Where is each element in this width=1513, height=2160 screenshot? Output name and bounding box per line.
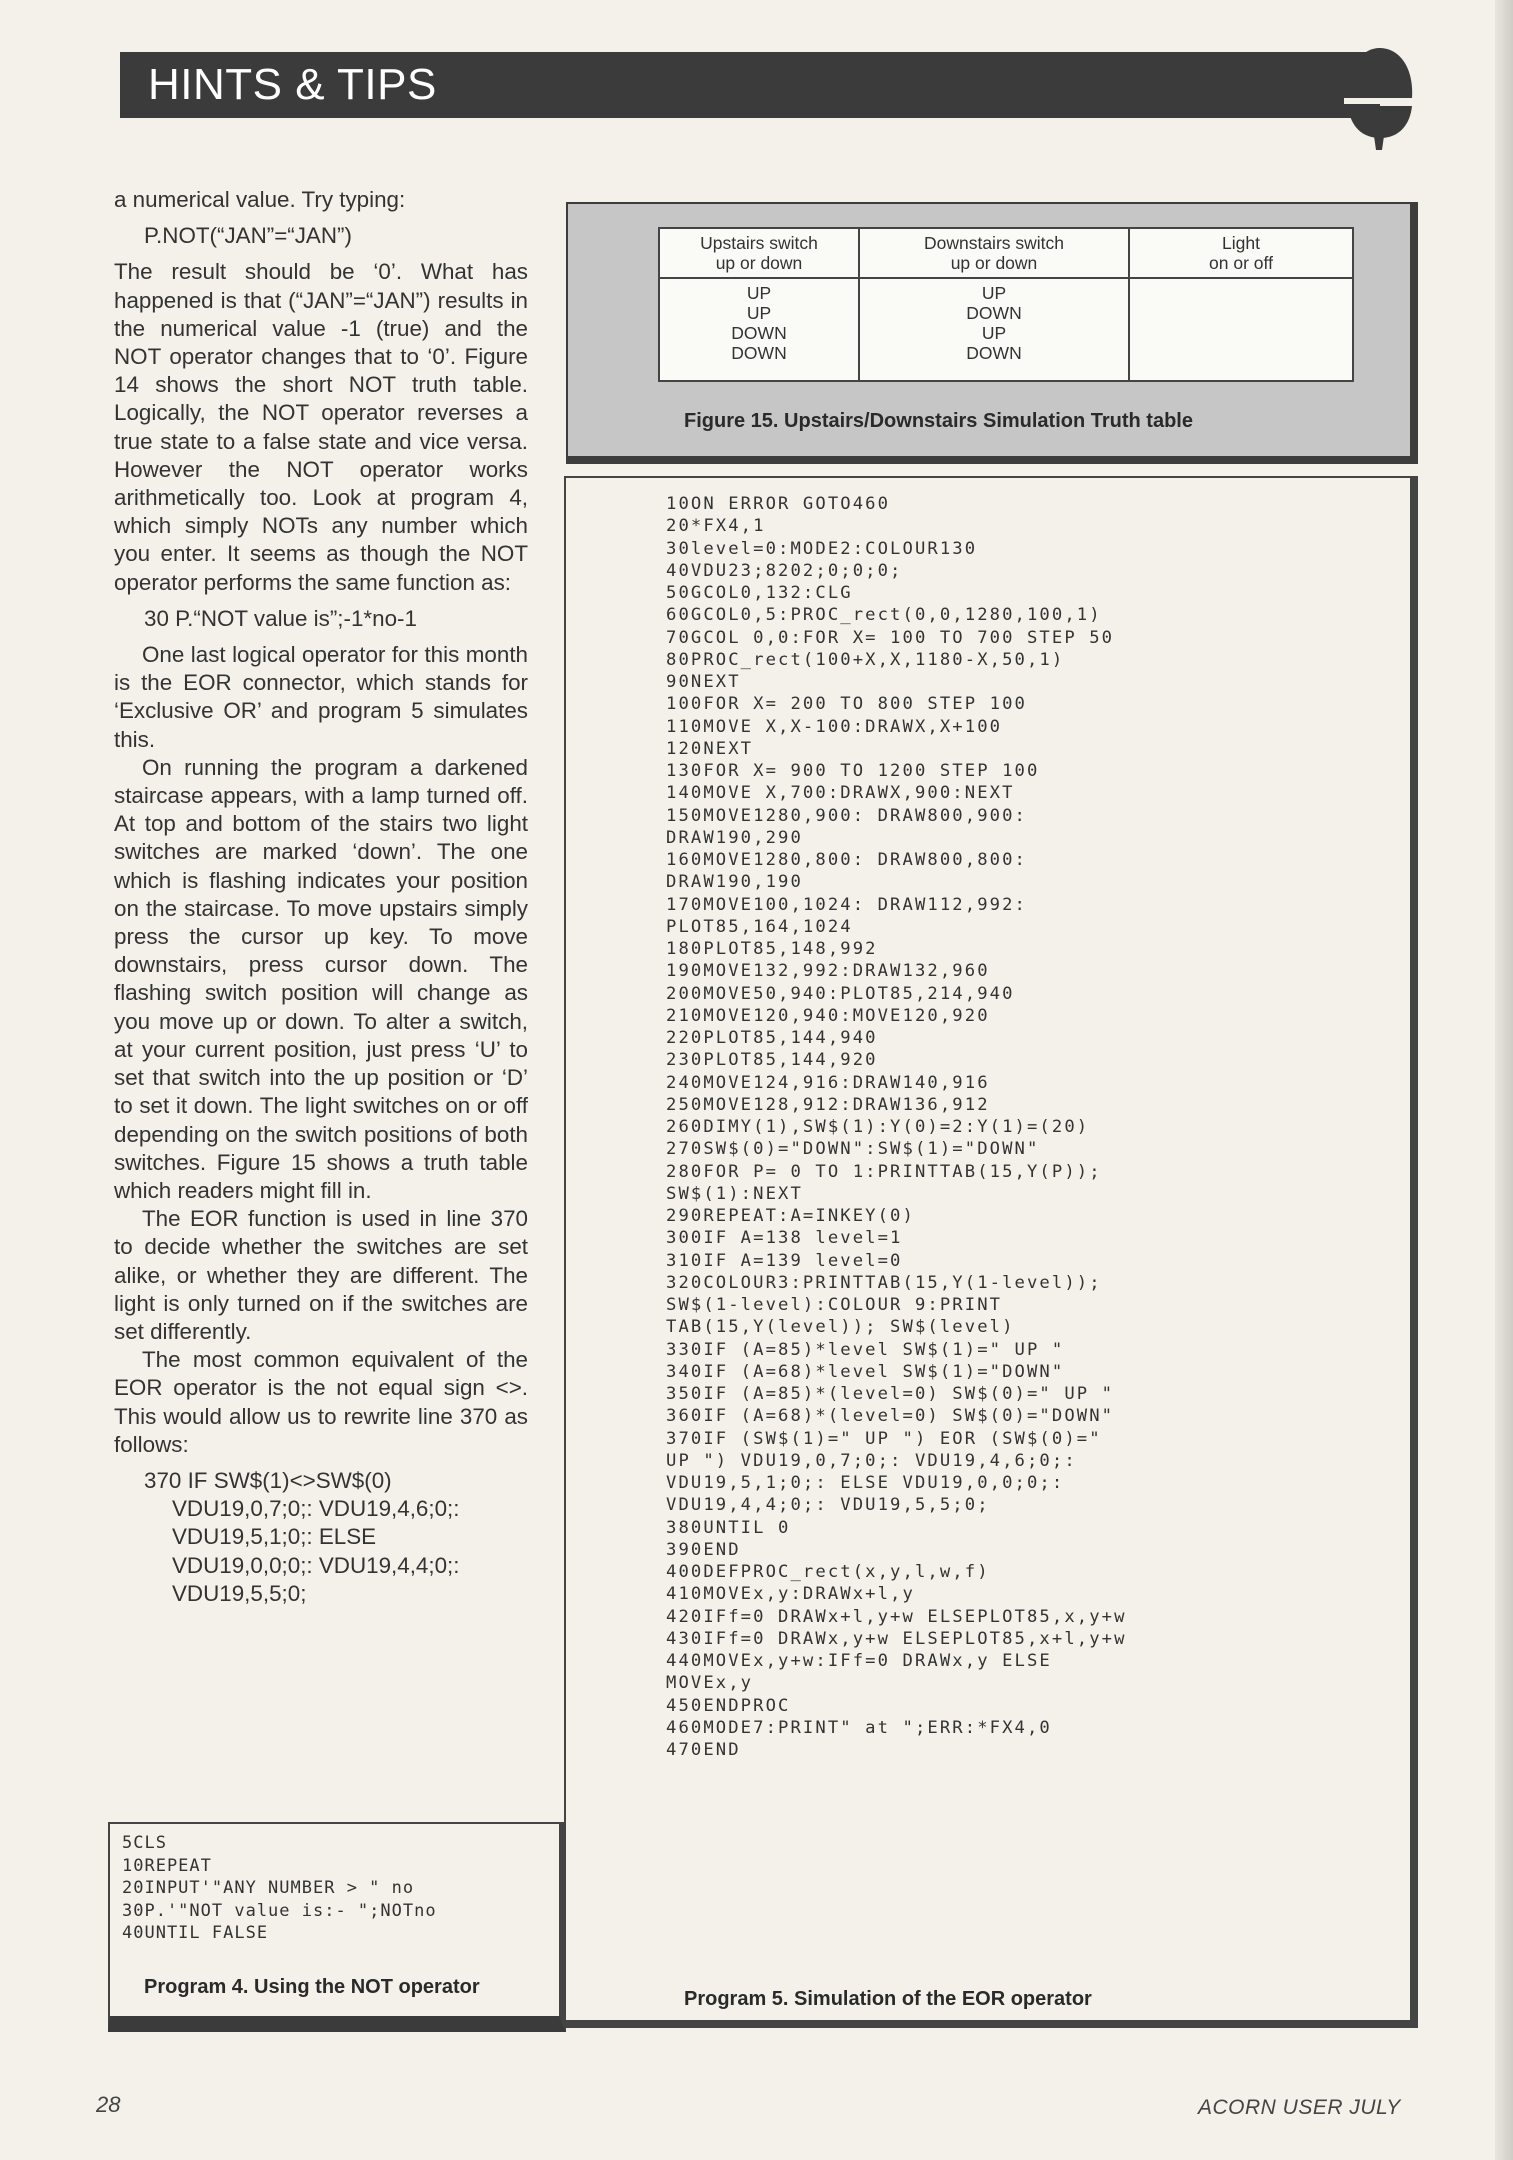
- code-line: P.NOT(“JAN”=“JAN”): [144, 223, 352, 249]
- table-row: [659, 278, 1353, 381]
- body-paragraph: The most common equivalent of the EOR operator is the not equal sign <>. This would allow us to rewrite line 370 as follows:: [114, 1347, 528, 1457]
- acorn-logo-icon: [1340, 42, 1420, 152]
- code-line: VDU19,0,7;0;: VDU19,4,6;0;:: [172, 1496, 460, 1522]
- truth-table: [658, 227, 1354, 382]
- table-cell: [1129, 278, 1353, 381]
- page-spine: [1495, 0, 1513, 2160]
- code-line: 370 IF SW$(1)<>SW$(0): [144, 1467, 392, 1493]
- body-paragraph: On running the program a darkened staircase appears, with a lamp turned off. At top and bottom of the stairs two light switches are marked ‘down’. The one which is flashing indicates your position on the staircase. To move upstairs simply press the cursor up key. To move downstairs, press cursor down. The flashing switch position will change as you move up or down. To alter a switch, at your current position, just press ‘U’ to set that switch into the up position or ‘D’ to set it down. The light switches on or off depending on the switch positions of both switches. Figure 15 shows a truth table which readers might fill in.: [114, 754, 528, 1203]
- body-paragraph: The EOR function is used in line 370 to decide whether the switches are set alike, or whether they are different. The light is only turned on if the switches are set differently.: [114, 1206, 528, 1344]
- magazine-footer: ACORN USER JULY: [1198, 2096, 1401, 2119]
- code-line: VDU19,5,1;0;: ELSE: [172, 1524, 377, 1550]
- program-5-listing: [564, 476, 1418, 2028]
- program-caption: Program 4. Using the NOT operator: [144, 1976, 480, 1998]
- program-code: 5CLS 10REPEAT 20INPUT'"ANY NUMBER > " no 30P.'"NOT value is:- ";NOTno 40UNTIL FALSE: [122, 1833, 437, 1943]
- figure-caption: Figure 15. Upstairs/Downstairs Simulation Truth table: [684, 410, 1193, 432]
- program-caption: Program 5. Simulation of the EOR operator: [684, 1988, 1092, 2010]
- body-paragraph: One last logical operator for this month is the EOR connector, which stands for ‘Exclusive OR’ and program 5 simulates this.: [114, 642, 528, 752]
- figure-15: [566, 202, 1418, 464]
- table-header: Upstairs switch up or down: [659, 228, 859, 278]
- code-line: VDU19,0,0;0;: VDU19,4,4;0;:: [172, 1552, 460, 1578]
- body-paragraph: The result should be ‘0’. What has happened is that (“JAN”=“JAN”) results in the numerical value -1 (true) and the NOT operator changes that to ‘0’. Figure 14 shows the short NOT truth table. Logically, the NOT operator reverses a true state to a false state and vice versa. However the NOT operator works arithmetically too. Look at program 4, which simply NOTs any number which you enter. It seems as though the NOT operator performs the same function as:: [114, 259, 528, 595]
- page-number: 28: [96, 2092, 121, 2117]
- code-line: 30 P.“NOT value is”;-1*no-1: [144, 605, 417, 631]
- table-header: Downstairs switch up or down: [859, 228, 1129, 278]
- table-header: Light on or off: [1129, 228, 1353, 278]
- table-cell: UP DOWN UP DOWN: [859, 278, 1129, 381]
- section-title: HINTS & TIPS: [148, 60, 437, 109]
- section-header: [120, 52, 1380, 118]
- program-code: 10ON ERROR GOTO460 20*FX4,1 30level=0:MODE2:COLOUR130 40VDU23;8202;0;0;0; 50GCOL0,132:CLG 60GCOL0,5:PROC_rect(0,0,1280,100,1) 70GCOL 0,0:FOR X= 100 TO 700 STEP 50 80PROC_rect(100+X,X,1180-X,50,1) 90NEXT 100FOR X= 200 TO 800 STEP 100 110MOVE X,X-100:DRAWX,X+100 120NEXT 130FOR X= 900 TO 1200 STEP 100 140MOVE X,700:DRAWX,900:NEXT 150MOVE1280,900: DRAW800,900: DRAW190,290 160MOVE1280,800: DRAW800,800: DRAW190,190 170MOVE100,1024: DRAW112,992: PLOT85,164,1024 180PLOT85,148,992 190MOVE132,992:DRAW132,960 200MOVE50,940:PLOT85,214,940 210MOVE120,940:MOVE120,920 220PLOT85,144,940 230PLOT85,144,920 240MOVE124,916:DRAW140,916 250MOVE128,912:DRAW136,912 260DIMY(1),SW$(1):Y(0)=2:Y(1)=(20) 270SW$(0)="DOWN":SW$(1)="DOWN" 280FOR P= 0 TO 1:PRINTTAB(15,Y(P)); SW$(1):NEXT 290REPEAT:A=INKEY(0) 300IF A=138 level=1 310IF A=139 level=0 320COLOUR3:PRINTTAB(15,Y(1-level)); SW$(1-level):COLOUR 9:PRINT TAB(15,Y(level)); SW$(level) 330IF (A=85)*level SW$(1)=" UP " 340IF (A=68)*level SW$(1)="DOWN" 350IF (A=85)*(level=0) SW$(0)=" UP " 360IF (A=68)*(level=0) SW$(0)="DOWN" 370IF (SW$(1)=" UP ") EOR (SW$(0)=" UP ") VDU19,0,7;0;: VDU19,4,6;0;: VDU19,5,1;0;: ELSE VDU19,0,0;0;: VDU19,4,4;0;: VDU19,5,5;0; 380UNTIL 0 390END 400DEFPROC_rect(x,y,l,w,f) 410MOVEx,y:DRAWx+l,y 420IFf=0 DRAWx+l,y+w ELSEPLOT85,x,y+w 430IFf=0 DRAWx,y+w ELSEPLOT85,x+l,y+w 440MOVEx,y+w:IFf=0 DRAWx,y ELSE MOVEx,y 450ENDPROC 460MODE7:PRINT" at ";ERR:*FX4,0 470END: [666, 494, 1127, 1760]
- body-paragraph: a numerical value. Try typing:: [114, 187, 406, 212]
- code-line: VDU19,5,5;0;: [172, 1580, 307, 1606]
- article-body: [114, 186, 528, 1608]
- program-4-listing: [108, 1822, 566, 2032]
- table-cell: UP UP DOWN DOWN: [659, 278, 859, 381]
